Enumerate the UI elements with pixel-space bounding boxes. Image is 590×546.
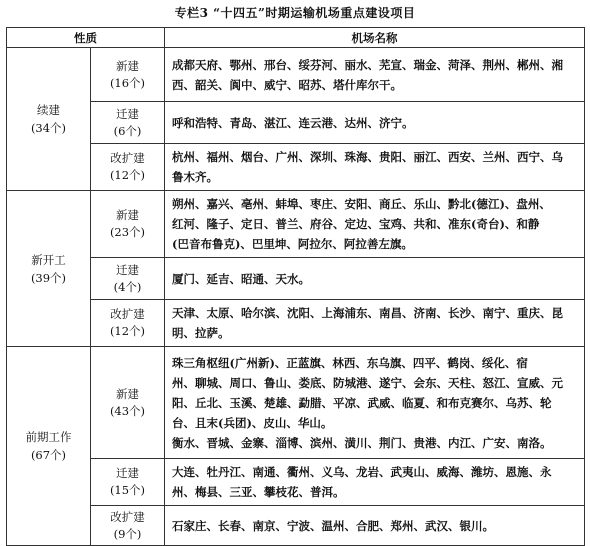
subtype-count: (43个) <box>109 403 146 418</box>
table-header-row <box>7 28 585 48</box>
subtype-label: 改扩建 <box>110 307 145 321</box>
names-line: 朔州、嘉兴、亳州、蚌埠、枣庄、安阳、商丘、乐山、黔北(德江)、盘州、 <box>172 197 551 211</box>
names-line: 鲁木齐。 <box>172 170 218 184</box>
subtype-label: 迁建 <box>116 466 139 480</box>
subtype-cell <box>91 191 165 258</box>
airport-projects-table <box>6 27 585 546</box>
subtype-cell <box>91 102 165 144</box>
subtype-count: (4个) <box>113 279 142 294</box>
names-line: 衡水、晋城、金寨、淄博、滨州、潢川、荆门、贵港、内江、广安、南洛。 <box>172 435 552 450</box>
subtype-label: 改扩建 <box>110 509 145 524</box>
names-line: 呼和浩特、青岛、湛江、连云港、达州、济宁。 <box>172 115 414 130</box>
airport-names-cell <box>165 459 585 506</box>
names-line: 州、聊城、周口、鲁山、娄底、防城港、遂宁、会东、天柱、怒江、宣威、元 <box>172 375 563 390</box>
subtype-count: (12个) <box>109 324 146 338</box>
subtype-label: 新建 <box>116 386 139 401</box>
names-line: 杭州、福州、烟台、广州、深圳、珠海、贵阳、丽江、西安、兰州、西宁、乌 <box>172 150 563 164</box>
subtype-label: 改扩建 <box>110 151 145 165</box>
category-cell <box>7 48 91 191</box>
page-title: 专栏3 “十四五”时期运输机场重点建设项目 <box>174 6 416 20</box>
subtype-cell <box>91 506 165 546</box>
subtype-count: (12个) <box>109 168 146 182</box>
airport-names-cell <box>165 102 585 144</box>
table-row <box>7 191 585 258</box>
names-line: 州、梅县、三亚、攀枝花、普洱。 <box>172 485 345 499</box>
names-line: (巴音布鲁克)、巴里坤、阿拉尔、阿拉善左旗。 <box>172 237 413 251</box>
category-count: (67个) <box>30 448 67 462</box>
names-line: 厦门、延吉、昭通、天水。 <box>172 271 310 286</box>
subtype-count: (15个) <box>109 483 146 497</box>
subtype-label: 新建 <box>116 58 139 73</box>
subtype-label: 新建 <box>116 208 139 222</box>
names-line: 大连、牡丹江、南通、衢州、义乌、龙岩、武夷山、威海、潍坊、恩施、永 <box>172 465 552 479</box>
subtype-cell <box>91 258 165 300</box>
table-row <box>7 459 585 506</box>
airport-names-cell <box>165 300 585 347</box>
subtype-count: (16个) <box>109 75 146 90</box>
category-cell <box>7 347 91 546</box>
subtype-cell <box>91 347 165 459</box>
names-line: 石家庄、长春、南京、宁波、温州、合肥、郑州、武汉、银川。 <box>172 518 494 533</box>
airport-names-cell <box>165 144 585 191</box>
names-line: 红河、隆子、定日、普兰、府谷、定边、宝鸡、共和、准东(奇台)、和静 <box>172 217 540 231</box>
subtype-cell <box>91 459 165 506</box>
names-line: 明、拉萨。 <box>172 326 230 340</box>
subtype-cell <box>91 144 165 191</box>
table-row <box>7 102 585 144</box>
airport-names-cell <box>165 48 585 102</box>
names-line: 成都天府、鄂州、邢台、绥芬河、丽水、芜宣、瑞金、菏泽、荆州、郴州、湘 <box>172 57 563 72</box>
names-line: 台、且末(兵团)、皮山、华山。 <box>172 415 333 430</box>
subtype-count: (9个) <box>113 526 142 541</box>
category-label: 前期工作 <box>25 430 72 444</box>
subtype-cell <box>91 300 165 347</box>
table-row <box>7 144 585 191</box>
names-line: 西、韶关、阆中、威宁、昭苏、塔什库尔干。 <box>172 77 402 92</box>
table-row <box>7 506 585 546</box>
airport-names-cell <box>165 191 585 258</box>
subtype-label: 迁建 <box>116 106 139 121</box>
header-airport-names: 机场名称 <box>165 28 585 48</box>
category-count: (39个) <box>30 270 67 285</box>
subtype-label: 迁建 <box>116 262 139 277</box>
subtype-count: (23个) <box>109 225 146 239</box>
category-label: 续建 <box>37 103 60 117</box>
names-line: 阳、丘北、玉溪、楚雄、勐腊、平凉、武威、临夏、和布克赛尔、乌苏、轮 <box>172 395 552 410</box>
table-row <box>7 48 585 102</box>
airport-names-cell <box>165 258 585 300</box>
airport-names-cell <box>165 506 585 546</box>
names-line: 珠三角枢纽(广州新)、正蓝旗、林西、东乌旗、四平、鹤岗、绥化、宿 <box>172 355 528 370</box>
airport-names-cell <box>165 347 585 459</box>
subtype-count: (6个) <box>113 123 142 138</box>
category-count: (34个) <box>30 121 67 135</box>
category-label: 新开工 <box>31 252 66 267</box>
table-row <box>7 258 585 300</box>
header-nature: 性质 <box>7 28 165 48</box>
table-row <box>7 300 585 347</box>
subtype-cell <box>91 48 165 102</box>
category-cell <box>7 191 91 347</box>
names-line: 天津、太原、哈尔滨、沈阳、上海浦东、南昌、济南、长沙、南宁、重庆、昆 <box>172 306 563 320</box>
table-row <box>7 347 585 459</box>
